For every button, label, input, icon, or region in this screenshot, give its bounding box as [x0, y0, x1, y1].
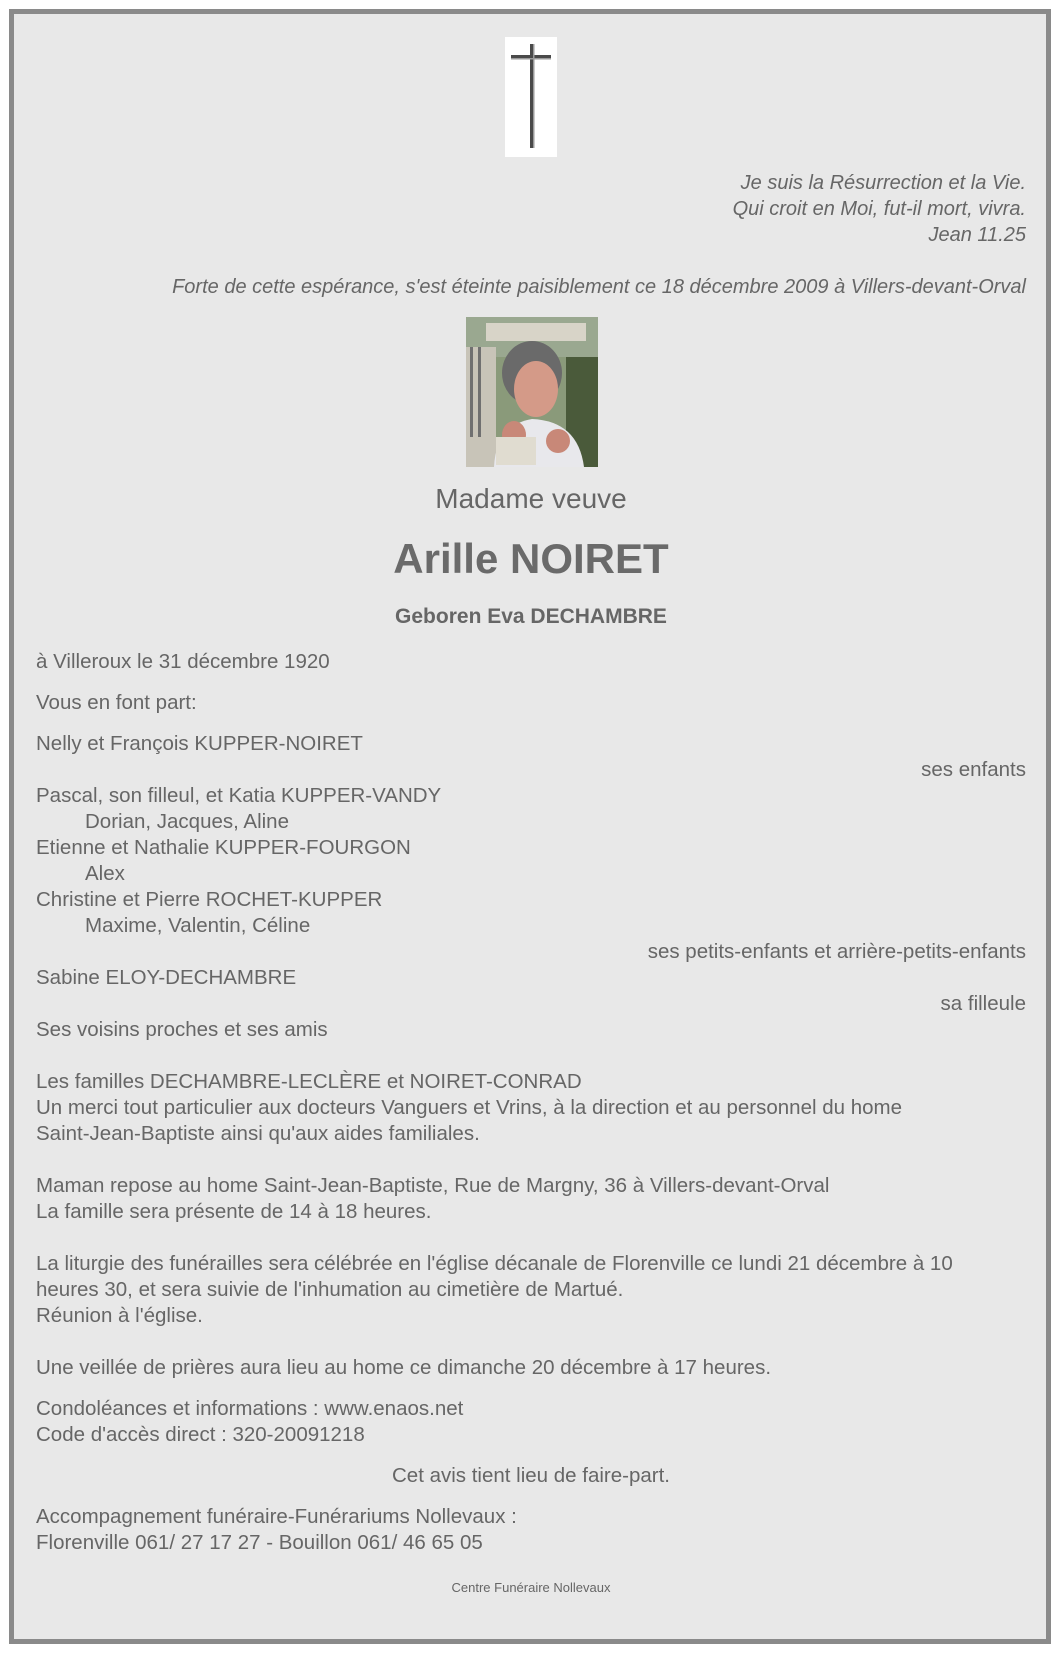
thanks-line-1: Un merci tout particulier aux docteurs Vanguers et Vrins, à la direction et au personnel du home [36, 1096, 903, 1119]
portrait-photo [466, 317, 598, 467]
bible-verse [36, 170, 1026, 248]
announce-line: Vous en font part: [36, 691, 197, 714]
funeral-home-line-2: Florenville 061/ 27 17 27 - Bouillon 061/ 46 65 05 [36, 1531, 483, 1554]
liturgy-line-2: heures 30, et sera suivie de l'inhumation au cimetière de Martué. [36, 1278, 624, 1301]
neighbors-line: Ses voisins proches et ses amis [36, 1018, 328, 1041]
children-line: Nelly et François KUPPER-NOIRET [36, 732, 363, 755]
rest-line-2: La famille sera présente de 14 à 18 heures. [36, 1200, 432, 1223]
verse-reference: Jean 11.25 [928, 224, 1026, 246]
condolences-line-1: Condoléances et informations : www.enaos.net [36, 1397, 464, 1420]
great-grandchildren-line-1: Dorian, Jacques, Aline [85, 810, 289, 833]
cross-icon [505, 37, 557, 157]
great-grandchildren-line-3: Maxime, Valentin, Céline [85, 914, 311, 937]
footer-credit: Centre Funéraire Nollevaux [451, 1580, 611, 1595]
families-line: Les familles DECHAMBRE-LECLÈRE et NOIRET-CONRAD [36, 1070, 582, 1093]
thanks-line-2: Saint-Jean-Baptiste ainsi qu'aux aides familiales. [36, 1122, 480, 1145]
funeral-home-line-1: Accompagnement funéraire-Funérariums Nollevaux : [36, 1505, 517, 1528]
deceased-title: Madame veuve [435, 483, 627, 514]
liturgy-line-3: Réunion à l'église. [36, 1304, 203, 1327]
notice-line: Cet avis tient lieu de faire-part. [391, 1464, 671, 1487]
death-announcement: Forte de cette espérance, s'est éteinte paisiblement ce 18 décembre 2009 à Villers-devant-Orval [172, 276, 1026, 298]
grandchildren-role: ses petits-enfants et arrière-petits-enfants [647, 940, 1026, 963]
condolences-line-2: Code d'accès direct : 320-20091218 [36, 1423, 365, 1446]
verse-line-2: Qui croit en Moi, fut-il mort, vivra. [732, 198, 1026, 220]
vigil-line: Une veillée de prières aura lieu au home ce dimanche 20 décembre à 17 heures. [36, 1356, 772, 1379]
deceased-born-as: Geboren Eva DECHAMBRE [395, 605, 667, 628]
grandchildren-line-2: Etienne et Nathalie KUPPER-FOURGON [36, 836, 411, 859]
children-role: ses enfants [921, 758, 1026, 781]
birth-info: à Villeroux le 31 décembre 1920 [36, 650, 330, 673]
verse-line-1: Je suis la Résurrection et la Vie. [740, 172, 1026, 194]
rest-line-1: Maman repose au home Saint-Jean-Baptiste, Rue de Margny, 36 à Villers-devant-Orval [36, 1174, 830, 1197]
grandchildren-line-1: Pascal, son filleul, et Katia KUPPER-VANDY [36, 784, 442, 807]
goddaughter-line: Sabine ELOY-DECHAMBRE [36, 966, 297, 989]
grandchildren-line-3: Christine et Pierre ROCHET-KUPPER [36, 888, 383, 911]
goddaughter-role: sa filleule [940, 992, 1026, 1015]
liturgy-line-1: La liturgie des funérailles sera célébrée en l'église décanale de Florenville ce lundi 21 décembre à 10 [36, 1252, 953, 1275]
great-grandchildren-line-2: Alex [85, 862, 125, 885]
deceased-name: Arille NOIRET [393, 535, 669, 582]
